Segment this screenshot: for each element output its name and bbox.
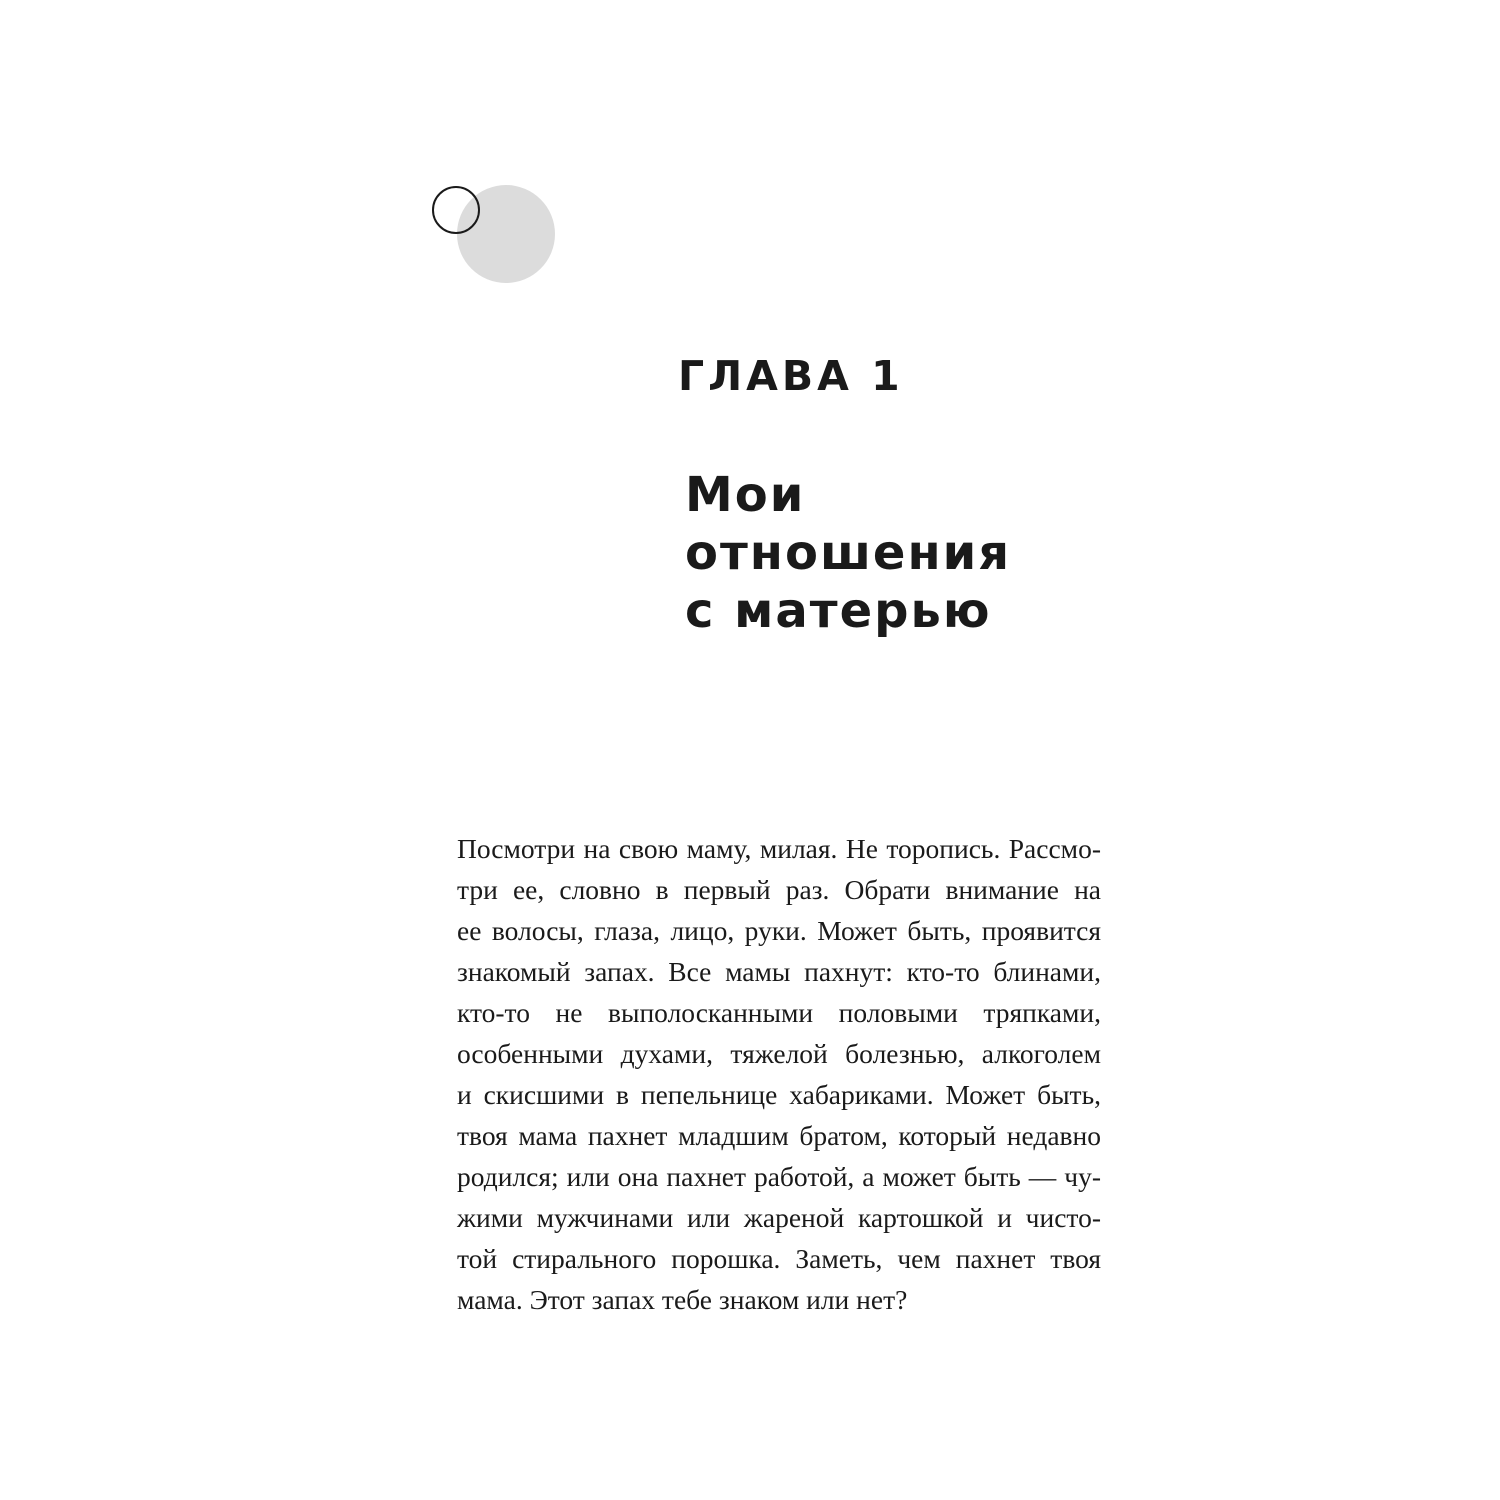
chapter-label: ГЛАВА 1 (678, 352, 904, 400)
paragraph-line: три ее, словно в первый раз. Обрати внимание на (457, 874, 1101, 905)
paragraph-line: ее волосы, глаза, лицо, руки. Может быть, проявится (457, 915, 1101, 946)
paragraph-line: той стирального порошка. Заметь, чем пахнет твоя (457, 1243, 1101, 1274)
chapter-title (685, 466, 1105, 640)
gray-circle (457, 185, 555, 283)
paragraph-line: Посмотри на свою маму, милая. Не торопись. Рассмо- (457, 833, 1101, 864)
chapter-title-line: Мои (685, 467, 806, 523)
paragraph-line: твоя мама пахнет младшим братом, который недавно (457, 1120, 1101, 1151)
chapter-title-line: с матерью (685, 583, 992, 639)
paragraph-line: особенными духами, тяжелой болезнью, алкоголем (457, 1038, 1101, 1069)
paragraph-line: кто-то не выполосканными половыми тряпками, (457, 997, 1101, 1028)
body-paragraph (457, 828, 1101, 1320)
paragraph-line: родился; или она пахнет работой, а может быть — чу- (457, 1161, 1101, 1192)
paragraph-line: знакомый запах. Все мамы пахнут: кто-то блинами, (457, 956, 1101, 987)
chapter-circles-ornament (430, 184, 560, 288)
paragraph-line: жими мужчинами или жареной картошкой и чисто- (457, 1202, 1101, 1233)
chapter-title-line: отношения (685, 525, 1012, 581)
paragraph-line: мама. Этот запах тебе знаком или нет? (457, 1284, 908, 1315)
paragraph-line: и скисшими в пепельнице хабариками. Может быть, (457, 1079, 1101, 1110)
